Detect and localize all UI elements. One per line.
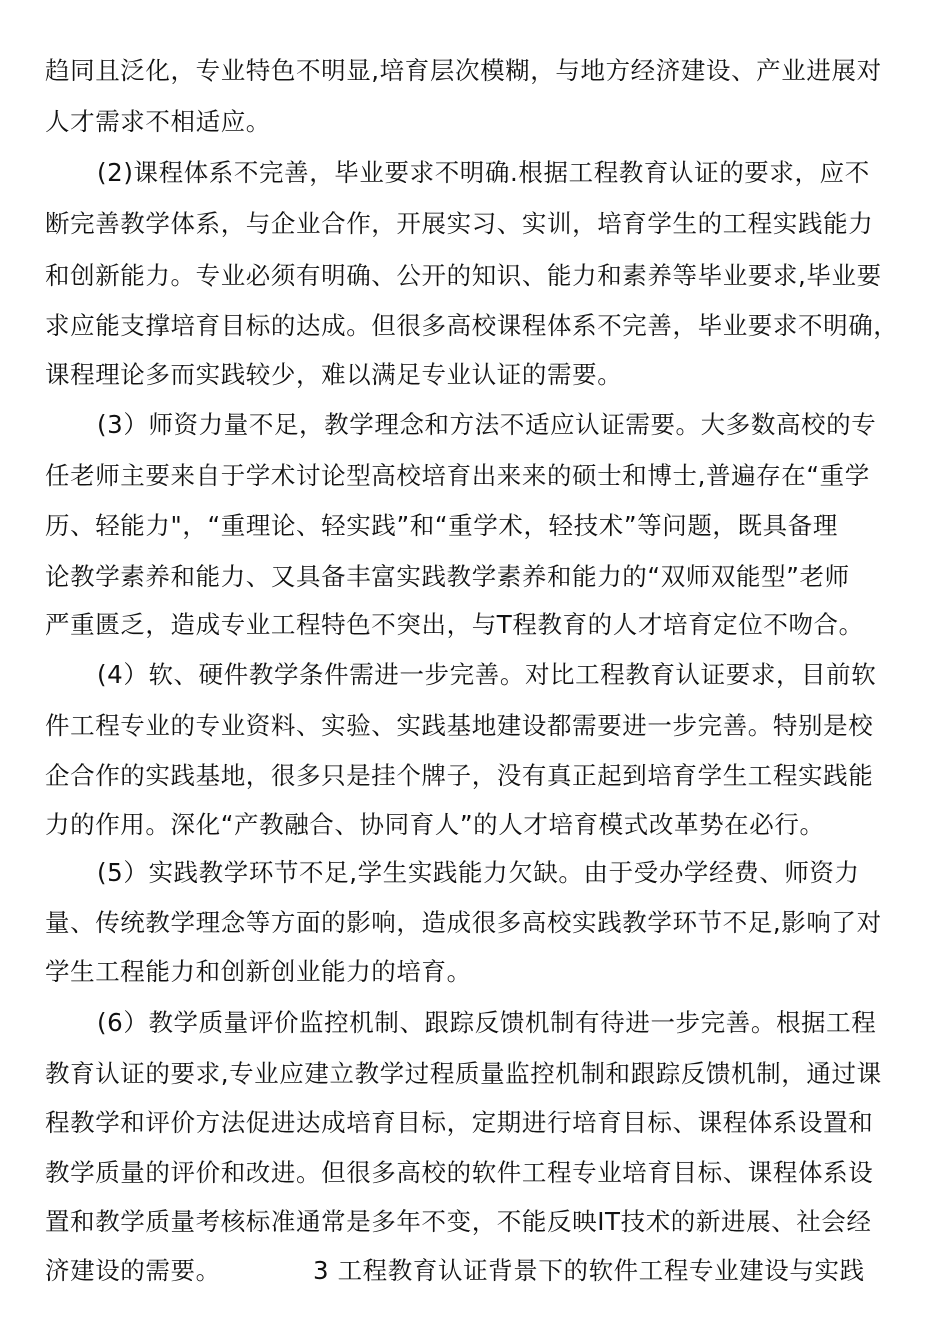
- text-line: 任老师主要来自于学术讨论型高校培育出来来的硕士和博士,普遍存在“重学: [45, 461, 870, 490]
- text-line: 置和教学质量考核标准通常是多年不变，不能反映IT技术的新进展、社会经: [45, 1207, 872, 1236]
- paragraph-first-line: (5）实践教学环节不足,学生实践能力欠缺。由于受办学经费、师资力: [97, 858, 860, 887]
- text-line: 断完善教学体系，与企业合作，开展实习、实训，培育学生的工程实践能力: [45, 209, 874, 238]
- text-line: 量、传统教学理念等方面的影响，造成很多高校实践教学环节不足,影响了对: [45, 908, 882, 937]
- text-line: 教育认证的要求,专业应建立教学过程质量监控机制和跟踪反馈机制，通过课: [45, 1059, 882, 1088]
- text-line: 教学质量的评价和改进。但很多高校的软件工程专业培育目标、课程体系设: [45, 1158, 874, 1187]
- text-line: 和创新能力。专业必须有明确、公开的知识、能力和素养等毕业要求,毕业要: [45, 261, 882, 290]
- text-line: 严重匮乏，造成专业工程特色不突出，与T程教育的人才培育定位不吻合。: [45, 610, 864, 639]
- text-line: 论教学素养和能力、又具备丰富实践教学素养和能力的“双师双能型”老师: [45, 562, 850, 591]
- paragraph-first-line: (6）教学质量评价监控机制、跟踪反馈机制有待进一步完善。根据工程: [97, 1008, 877, 1037]
- text-line: 企合作的实践基地，很多只是挂个牌子，没有真正起到培育学生工程实践能: [45, 761, 874, 790]
- text-line: 件工程专业的专业资料、实验、实践基地建设都需要进一步完善。特别是校: [45, 711, 874, 740]
- text-line: 济建设的需要。: [45, 1256, 221, 1285]
- text-line: 学生工程能力和创新创业能力的培育。: [45, 957, 472, 986]
- text-line: 趋同且泛化，专业特色不明显,培育层次模糊，与地方经济建设、产业进展对: [45, 56, 882, 85]
- text-line: 人才需求不相适应。: [45, 107, 271, 136]
- paragraph-first-line: (2)课程体系不完善，毕业要求不明确.根据工程教育认证的要求，应不: [97, 158, 870, 187]
- paragraph-first-line: (4）软、硬件教学条件需进一步完善。对比工程教育认证要求，目前软: [97, 660, 877, 689]
- paragraph-first-line: (3）师资力量不足，教学理念和方法不适应认证需要。大多数高校的专: [97, 410, 877, 439]
- text-line: 求应能支撑培育目标的达成。但很多高校课程体系不完善，毕业要求不明确，: [45, 311, 899, 340]
- text-line: 课程理论多而实践较少，难以满足专业认证的需要。: [45, 360, 623, 389]
- text-line: 程教学和评价方法促进达成培育目标，定期进行培育目标、课程体系设置和: [45, 1108, 874, 1137]
- section-heading: 3 工程教育认证背景下的软件工程专业建设与实践: [313, 1256, 865, 1285]
- text-line: 力的作用。深化“产教融合、协同育人”的人才培育模式改革势在必行。: [45, 810, 825, 839]
- text-line: 历、轻能力"，“重理论、轻实践”和“重学术，轻技术”等问题，既具备理: [45, 511, 838, 540]
